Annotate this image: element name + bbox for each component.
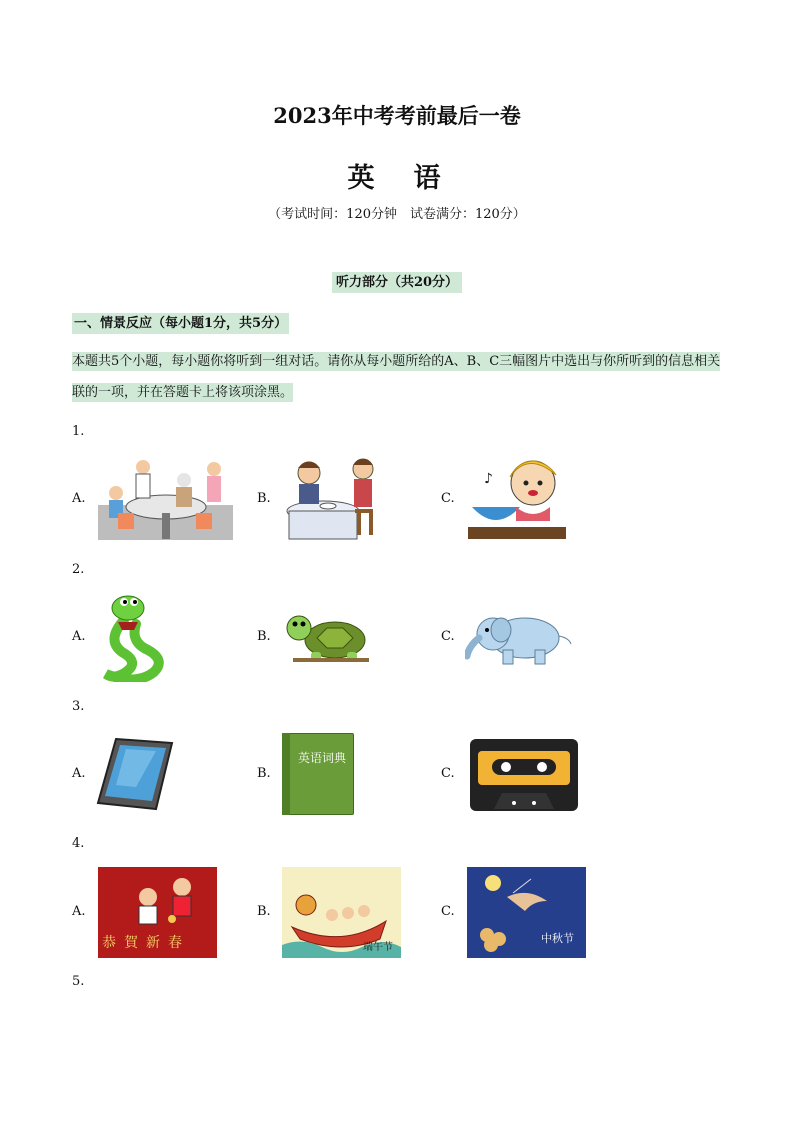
part-title-text: 听力部分（共20分）	[332, 272, 462, 293]
option-letter: C.	[441, 904, 455, 919]
svg-text:♪: ♪	[484, 471, 493, 487]
section-title-text: 一、情景反应（每小题1分，共5分）	[72, 313, 289, 334]
option-letter: B.	[257, 491, 271, 506]
cellphone-picture	[96, 737, 176, 811]
family-dinner-picture	[98, 455, 233, 540]
dragon-boat-caption: 端午节	[363, 942, 393, 953]
question-number: 3.	[72, 699, 85, 714]
section-title	[72, 312, 289, 331]
instruction-text: 本题共5个小题，每小题你将听到一组对话。请你从每小题所给的A、B、C三幅图片中选出与你所听到的信息相关联的一项，并在答题卡上将该项涂黑。	[72, 354, 721, 400]
option-letter: A.	[72, 629, 86, 644]
spring-festival-caption: 恭賀新春	[102, 935, 190, 951]
english-dictionary-picture	[282, 733, 356, 815]
turtle-picture	[283, 608, 373, 666]
mid-autumn-festival-picture	[467, 867, 586, 958]
question-number: 4.	[72, 836, 85, 851]
option-letter: C.	[441, 629, 455, 644]
restaurant-picture	[283, 453, 388, 541]
option-letter: B.	[257, 766, 271, 781]
dictionary-title: 英语词典	[297, 751, 346, 765]
spring-festival-picture	[98, 867, 217, 958]
option-letter: B.	[257, 629, 271, 644]
option-letter: C.	[441, 491, 455, 506]
question-number: 1.	[72, 424, 85, 439]
cassette-tape-picture	[468, 737, 580, 813]
elephant-picture	[465, 612, 573, 668]
option-letter: A.	[72, 766, 86, 781]
boy-eating-picture	[468, 455, 566, 543]
page-title: 2023年中考考前最后一卷	[273, 103, 521, 128]
option-letter: B.	[257, 904, 271, 919]
exam-info: （考试时间：120分钟 试卷满分：120分）	[268, 207, 526, 222]
snake-picture	[96, 590, 168, 682]
section-instruction	[72, 346, 732, 408]
part-title	[0, 271, 794, 290]
mid-autumn-caption: 中秋节	[541, 932, 574, 945]
option-letter: A.	[72, 491, 86, 506]
option-letter: C.	[441, 766, 455, 781]
dragon-boat-festival-picture	[282, 867, 401, 958]
option-letter: A.	[72, 904, 86, 919]
question-number: 5.	[72, 974, 85, 989]
subject-title: 英 语	[347, 163, 447, 194]
question-number: 2.	[72, 562, 85, 577]
